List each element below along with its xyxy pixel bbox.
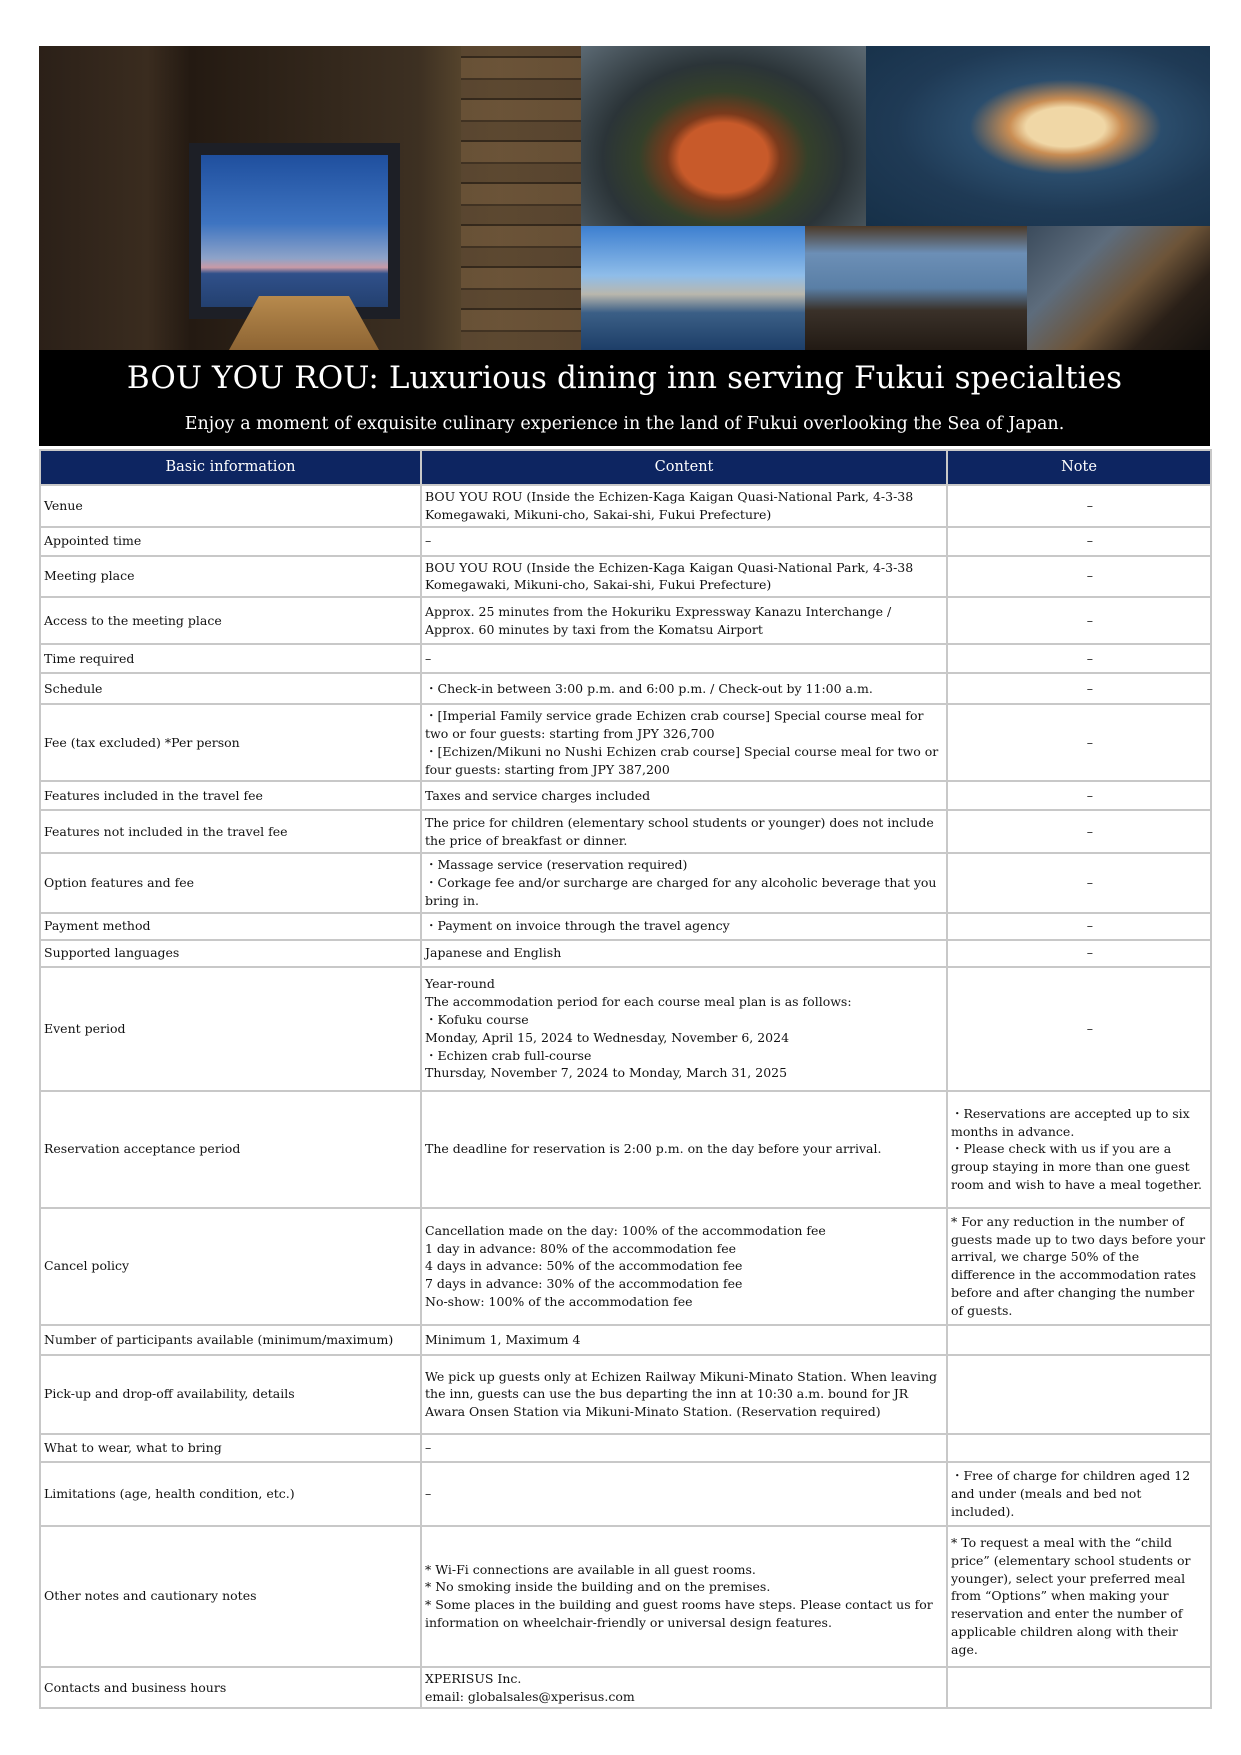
table-row: [40, 485, 1211, 527]
row-label: Payment method: [40, 913, 421, 940]
row-content: –: [421, 527, 947, 556]
inn-exterior-photo: [581, 226, 805, 350]
page-title: BOU YOU ROU: Luxurious dining inn serving Fukui specialties: [126, 360, 1123, 396]
row-note: –: [947, 644, 1211, 673]
row-label: Schedule: [40, 673, 421, 704]
row-content: We pick up guests only at Echizen Railway Mikuni-Minato Station. When leaving the inn, guests can use the bus departing the inn at 10:30 a.m. bound for JR Awara Onsen Station via Mikuni-Minato Station. (Reservation required): [421, 1355, 947, 1434]
row-label: Meeting place: [40, 556, 421, 598]
column-header-content: Content: [421, 450, 947, 485]
page-subtitle: Enjoy a moment of exquisite culinary experience in the land of Fukui overlooking the Sea of Japan.: [184, 414, 1065, 434]
private-bath-photo: [1027, 226, 1210, 350]
row-content: –: [421, 1434, 947, 1462]
row-content: * Wi-Fi connections are available in all guest rooms. * No smoking inside the building and on the premises. * Some places in the building and guest rooms have steps. Please contact us for information on wheelchair-friendly or universal design features.: [421, 1526, 947, 1667]
row-note: –: [947, 704, 1211, 781]
table-row: [40, 781, 1211, 810]
row-note: –: [947, 940, 1211, 967]
row-note: ・Reservations are accepted up to six months in advance. ・Please check with us if you are a group staying in more than one guest room and wish to have a meal together.: [947, 1091, 1211, 1208]
table-row: [40, 704, 1211, 781]
row-content: XPERISUS Inc. email: globalsales@xperisus.com: [421, 1667, 947, 1709]
table-row: [40, 1526, 1211, 1667]
row-note: [947, 1434, 1211, 1462]
row-label: Event period: [40, 967, 421, 1091]
row-content: Taxes and service charges included: [421, 781, 947, 810]
row-label: What to wear, what to bring: [40, 1434, 421, 1462]
table-row: [40, 556, 1211, 598]
row-content: ・Check-in between 3:00 p.m. and 6:00 p.m. / Check-out by 11:00 a.m.: [421, 673, 947, 704]
row-note: –: [947, 853, 1211, 912]
row-content: Approx. 25 minutes from the Hokuriku Expressway Kanazu Interchange / Approx. 60 minutes by taxi from the Komatsu Airport: [421, 597, 947, 644]
row-content: ・Massage service (reservation required) ・Corkage fee and/or surcharge are charged for any alcoholic beverage that you bring in.: [421, 853, 947, 912]
table-row: [40, 527, 1211, 556]
table-row: [40, 597, 1211, 644]
row-label: Features included in the travel fee: [40, 781, 421, 810]
sea-view-window: [189, 143, 400, 319]
row-label: Access to the meeting place: [40, 597, 421, 644]
table-row: [40, 810, 1211, 853]
echizen-crab-photo: [581, 46, 866, 226]
row-content: Year-round The accommodation period for each course meal plan is as follows: ・Kofuku course Monday, April 15, 2024 to Wednesday, November 6, 2024 ・Echizen crab full-course Thursday, November 7, 2024 to Monday, March 31, 2025: [421, 967, 947, 1091]
row-label: Reservation acceptance period: [40, 1091, 421, 1208]
row-content: BOU YOU ROU (Inside the Echizen-Kaga Kaigan Quasi-National Park, 4-3-38 Komegawaki, Mikuni-cho, Sakai-shi, Fukui Prefecture): [421, 485, 947, 527]
row-note: –: [947, 913, 1211, 940]
table-row: [40, 853, 1211, 912]
row-label: Number of participants available (minimum/maximum): [40, 1325, 421, 1355]
table-header-row: [40, 450, 1211, 485]
guest-room-photo: [805, 226, 1027, 350]
table-row: [40, 644, 1211, 673]
row-label: Appointed time: [40, 527, 421, 556]
row-label: Contacts and business hours: [40, 1667, 421, 1709]
column-header-basic-information: Basic information: [40, 450, 421, 485]
row-content: The deadline for reservation is 2:00 p.m. on the day before your arrival.: [421, 1091, 947, 1208]
row-label: Supported languages: [40, 940, 421, 967]
row-label: Features not included in the travel fee: [40, 810, 421, 853]
row-note: –: [947, 556, 1211, 598]
row-label: Venue: [40, 485, 421, 527]
row-note: [947, 1355, 1211, 1434]
row-label: Fee (tax excluded) *Per person: [40, 704, 421, 781]
title-banner: [39, 350, 1210, 446]
row-content: –: [421, 1462, 947, 1526]
row-content: Japanese and English: [421, 940, 947, 967]
row-note: ・Free of charge for children aged 12 and under (meals and bed not included).: [947, 1462, 1211, 1526]
table-row: [40, 1462, 1211, 1526]
row-note: [947, 1325, 1211, 1355]
row-note: –: [947, 673, 1211, 704]
row-content: The price for children (elementary school students or younger) does not include the price of breakfast or dinner.: [421, 810, 947, 853]
table-row: [40, 967, 1211, 1091]
row-label: Limitations (age, health condition, etc.): [40, 1462, 421, 1526]
row-note: [947, 1667, 1211, 1709]
table-row: [40, 1667, 1211, 1709]
table-row: [40, 1355, 1211, 1434]
basic-info-table: [39, 449, 1212, 1709]
table-row: [40, 1208, 1211, 1325]
stone-wall: [461, 46, 581, 350]
row-label: Other notes and cautionary notes: [40, 1526, 421, 1667]
row-note: * To request a meal with the “child price” (elementary school students or younger), select your preferred meal from “Options” when making your reservation and enter the number of applicable children along with their age.: [947, 1526, 1211, 1667]
crab-dish-photo: [866, 46, 1210, 226]
row-note: –: [947, 781, 1211, 810]
row-label: Cancel policy: [40, 1208, 421, 1325]
row-note: –: [947, 810, 1211, 853]
row-label: Time required: [40, 644, 421, 673]
row-label: Option features and fee: [40, 853, 421, 912]
column-header-note: Note: [947, 450, 1211, 485]
table-row: [40, 1434, 1211, 1462]
table-row: [40, 913, 1211, 940]
row-content: BOU YOU ROU (Inside the Echizen-Kaga Kaigan Quasi-National Park, 4-3-38 Komegawaki, Mikuni-cho, Sakai-shi, Fukui Prefecture): [421, 556, 947, 598]
table-row: [40, 1091, 1211, 1208]
table-row: [40, 1325, 1211, 1355]
row-note: –: [947, 967, 1211, 1091]
row-note: –: [947, 485, 1211, 527]
row-content: Minimum 1, Maximum 4: [421, 1325, 947, 1355]
private-dining-room-photo: [39, 46, 581, 350]
row-label: Pick-up and drop-off availability, details: [40, 1355, 421, 1434]
row-note: –: [947, 597, 1211, 644]
photo-collage: [39, 46, 1210, 350]
row-content: ・Payment on invoice through the travel agency: [421, 913, 947, 940]
row-content: ・[Imperial Family service grade Echizen crab course] Special course meal for two or four guests: starting from JPY 326,700 ・[Echizen/Mikuni no Nushi Echizen crab course] Special course meal for two or four guests: starting from JPY 387,200: [421, 704, 947, 781]
row-note: * For any reduction in the number of guests made up to two days before your arrival, we charge 50% of the difference in the accommodation rates before and after changing the number of guests.: [947, 1208, 1211, 1325]
table-row: [40, 673, 1211, 704]
row-note: –: [947, 527, 1211, 556]
table-row: [40, 940, 1211, 967]
row-content: Cancellation made on the day: 100% of the accommodation fee 1 day in advance: 80% of the accommodation fee 4 days in advance: 50% of the accommodation fee 7 days in advance: 30% of the accommodation fee No-show: 100% of the accommodation fee: [421, 1208, 947, 1325]
row-content: –: [421, 644, 947, 673]
